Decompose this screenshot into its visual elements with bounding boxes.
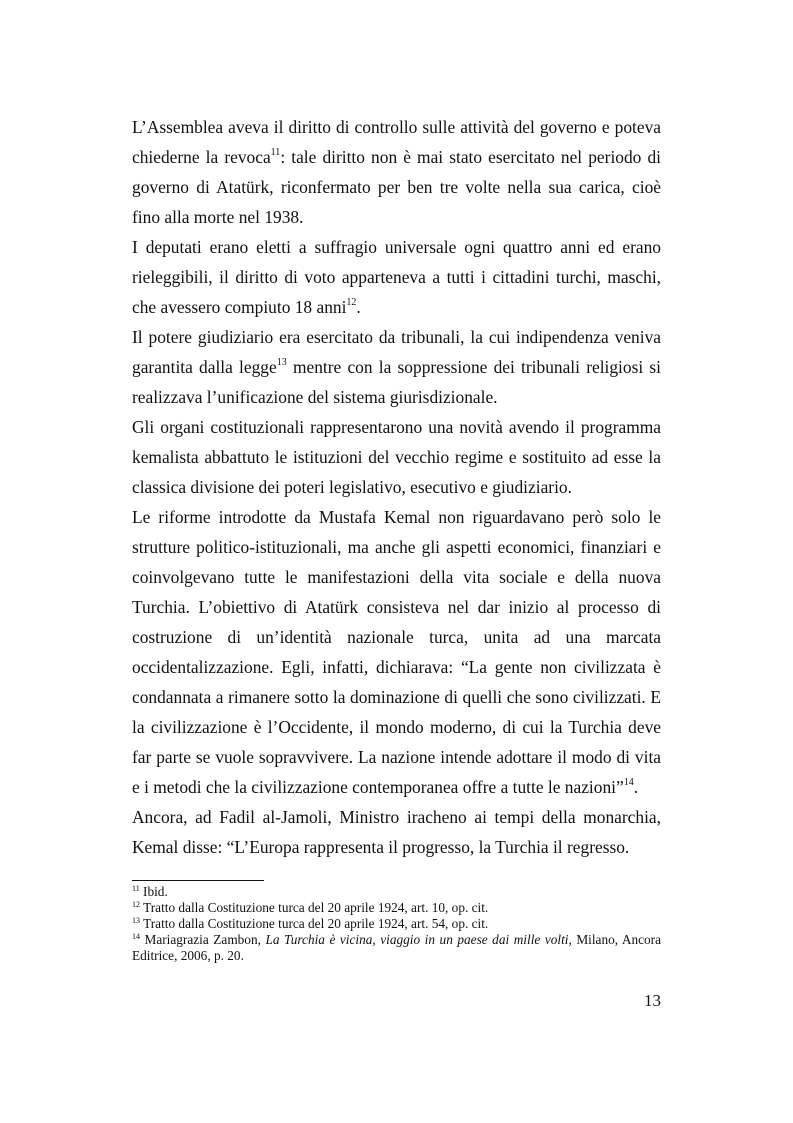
text-run: Tratto dalla Costituzione turca del 20 aprile 1924, art. 54, op. cit. [140, 916, 489, 931]
paragraph [132, 802, 661, 862]
text-run: Mariagrazia Zambon, [140, 932, 266, 947]
footnote-number: 12 [132, 899, 140, 909]
paragraph [132, 502, 661, 802]
paragraph [132, 412, 661, 502]
footnote-number: 13 [132, 915, 140, 925]
footnote-ref: 11 [270, 147, 281, 159]
text-run: mentre con la soppressione dei tribunali religiosi si realizzava l’unificazione del sistema giurisdizionale. [132, 357, 661, 407]
footnote-ref: 12 [346, 297, 357, 309]
body-text [132, 112, 661, 862]
footnote [132, 884, 661, 900]
text-run: Le riforme introdotte da Mustafa Kemal non riguardavano però solo le strutture politico-istituzionali, ma anche gli aspetti economici, finanziari e coinvolgevano tutte le manifestazioni della vita sociale e della nuova Turchia. L’obiettivo di Atatürk consisteva nel dar inizio al processo di costruzione di un’identità nazionale turca, unita ad una marcata occidentalizzazione. Egli, infatti, dichiarava: “La gente non civilizzata è condannata a rimanere sotto la dominazione di quelli che sono civilizzati. E la civilizzazione è l’Occidente, il mondo moderno, di cui la Turchia deve far parte se vuole sopravvivere. La nazione intende adottare il modo di vita e i metodi che la civilizzazione contemporanea offre a tutte le nazioni” [132, 507, 661, 797]
footnotes [132, 884, 661, 964]
text-run: : tale diritto non è mai stato esercitato nel periodo di governo di Atatürk, riconfermato per ben tre volte nella sua carica, cioè fino alla morte nel 1938. [132, 147, 661, 227]
text-run: L’Assemblea aveva il diritto di controllo sulle attività del governo e poteva chiederne la revoca [132, 117, 661, 167]
paragraph [132, 112, 661, 232]
paragraph [132, 232, 661, 322]
italic-text: La Turchia è vicina, viaggio in un paese dai mille volti, [265, 932, 572, 947]
page-number: 13 [644, 991, 661, 1010]
text-run: . [356, 297, 361, 317]
footnote-ref: 13 [276, 357, 287, 369]
footnote-ref: 14 [623, 777, 634, 789]
text-run: Il potere giudiziario era esercitato da tribunali, la cui indipendenza veniva garantita dalla legge [132, 327, 661, 377]
text-run: Milano, Ancora Editrice, 2006, p. 20. [132, 932, 661, 963]
text-run: Tratto dalla Costituzione turca del 20 aprile 1924, art. 10, op. cit. [140, 900, 489, 915]
footnote-number: 14 [132, 931, 140, 941]
text-run: Ancora, ad Fadil al-Jamoli, Ministro iracheno ai tempi della monarchia, Kemal disse: “L’Europa rappresenta il progresso, la Turchia il regresso. [132, 807, 661, 857]
footnote-separator [132, 880, 264, 881]
paragraph [132, 322, 661, 412]
text-run: I deputati erano eletti a suffragio universale ogni quattro anni ed erano rieleggibili, il diritto di voto apparteneva a tutti i cittadini turchi, maschi, che avessero compiuto 18 anni [132, 237, 661, 317]
footnote [132, 916, 661, 932]
footnote [132, 932, 661, 964]
footnote [132, 900, 661, 916]
text-run: Gli organi costituzionali rappresentarono una novità avendo il programma kemalista abbattuto le istituzioni del vecchio regime e sostituito ad esse la classica divisione dei poteri legislativo, esecutivo e giudiziario. [132, 417, 661, 497]
text-run: . [633, 777, 639, 797]
footnote-number: 11 [132, 883, 140, 893]
text-run: Ibid. [139, 884, 168, 899]
